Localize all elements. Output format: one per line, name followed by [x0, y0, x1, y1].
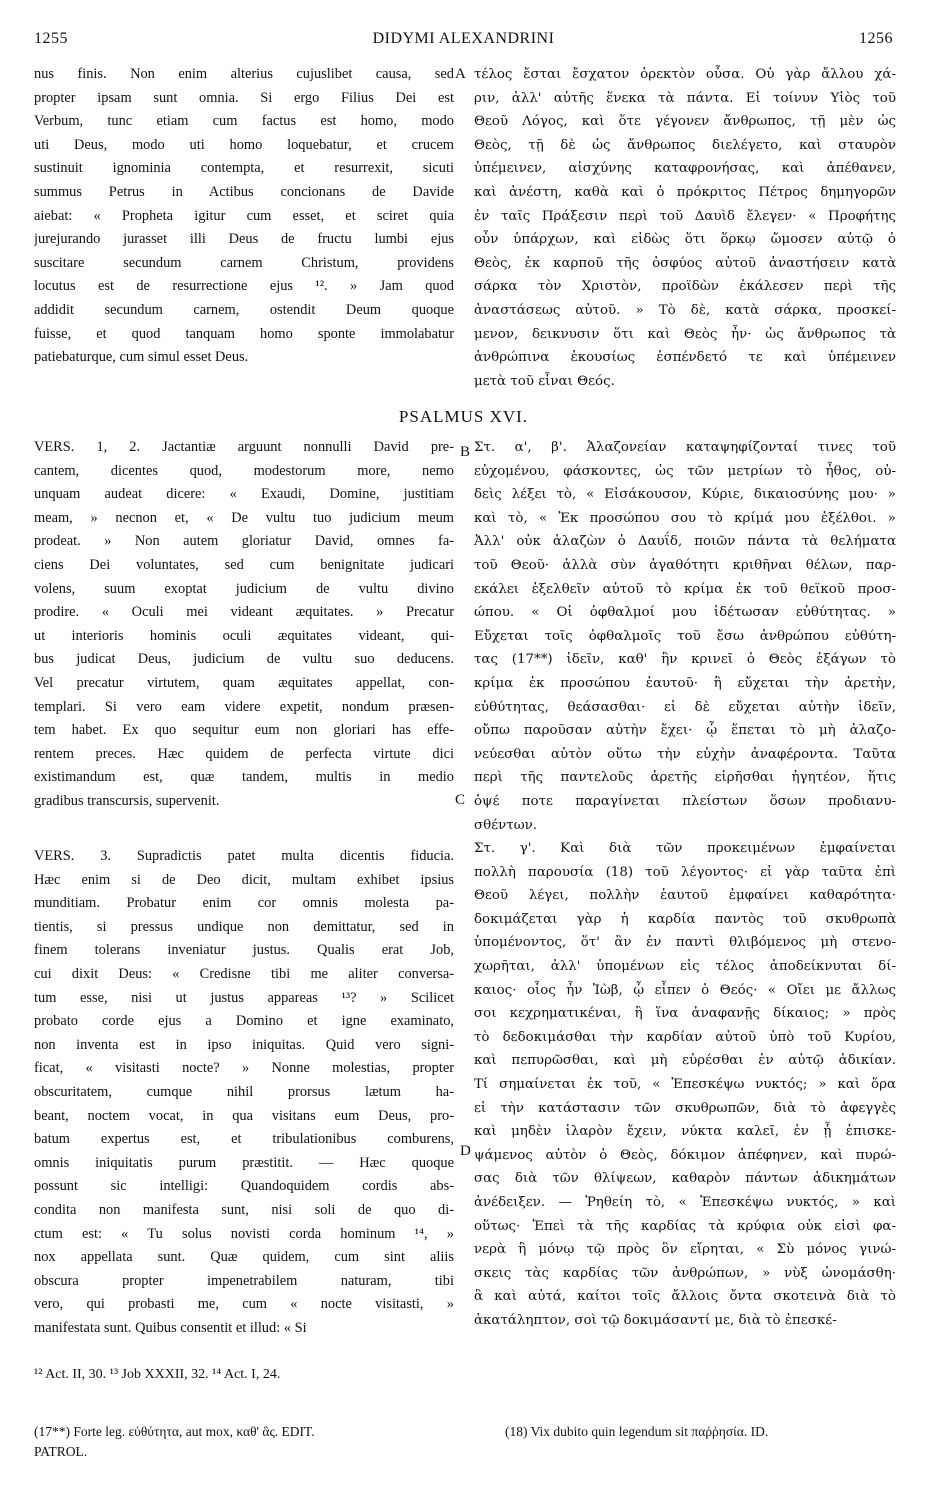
text-line: meam, » necnon et, « De vultu tuo judicium meum — [34, 509, 454, 526]
text-line: patiebaturque, cum simul esset Deus. — [34, 349, 249, 366]
text-line: munditiam. Probatur enim cor omnis molesta pa- — [34, 895, 454, 912]
latin-verse-3 — [34, 845, 454, 1340]
text-line: cui dixit Deus: « Credisne tibi me aliter conversa- — [34, 965, 454, 982]
text-line: ciens Dei voluntates, sed cum benignitate judicari — [34, 556, 454, 573]
text-line: cantem, dicentes quod, modestorum more, nemo — [34, 462, 454, 479]
text-line: σκεις τὰς καρδίας τῶν ἀνθρώπων, » νὺξ ὠνομάσθη· — [474, 1265, 896, 1281]
text-line: non inventa est in ipso iniquitas. Quid vero signi- — [34, 1036, 454, 1053]
greek-column-top — [474, 63, 896, 393]
text-line: καὶ μηδὲν ἱλαρὸν ἔχειν, νύκτα καλεῖ, ἐν ᾗ ἐπισκε- — [474, 1124, 896, 1140]
text-line: ἀναστάσεως αὐτοῦ. » Τὸ δὲ, κατὰ σάρκα, προσκεί- — [474, 302, 896, 318]
text-line: ἀνέδειξεν. — Ῥηθείη τὸ, « Ἐπεσκέψω νυκτός, » καὶ — [474, 1195, 896, 1210]
text-line: tem habet. Ex quo sequitur eum non gloriari has effe- — [34, 722, 454, 739]
text-line: ficat, « visitasti nocte? » Nonne molestias, propter — [34, 1060, 454, 1077]
text-line: summus Petrus in Actibus concionans de Davide — [34, 183, 454, 200]
text-line: Εὔχεται τοῖς ὀφθαλμοῖς τοῦ ἔσω ἀνθρώπου εὐθύτη- — [474, 628, 896, 644]
text-line: δεὶς λέξει τὸ, « Εἰσάκουσον, Κύριε, δικαιοσύνης μου· » — [474, 487, 896, 503]
text-line: Ἀλλ' οὐκ ἀλαζὼν ὁ Δαυΐδ, ποιῶν πάντα τὰ θελήματα — [474, 534, 896, 550]
text-line: bus judicat Deus, judicium de vultu suo deducens. — [34, 651, 454, 668]
text-line: probato corde ejus a Domino et igne examinato, — [34, 1013, 454, 1030]
text-line: Hæc enim si de Deo dicit, multam exhibet ipsius — [34, 871, 454, 888]
text-line: condita non manifesta sunt, nisi soli de quo di- — [34, 1201, 454, 1218]
text-line: μενον, δεικνυσιν ὅτι καὶ Θεὸς ἦν· ὡς ἄνθρωπος τὰ — [474, 326, 896, 342]
margin-marker-b: B — [460, 444, 471, 460]
text-line: σθέντων. — [474, 817, 538, 833]
text-line: ἀκατάληπτον, σοὶ τῷ δοκιμάσαντί με, διὰ τὸ ἐπεσκέ- — [474, 1312, 837, 1328]
text-line: ψάμενος αὐτὸν ὁ Θεὸς, δόκιμον ἀπέφηνεν, καὶ πυρώ- — [474, 1147, 896, 1163]
text-line: σας διὰ τῶν θλίψεων, καθαρὸν πάντων ἀδικημάτων — [474, 1171, 896, 1187]
section-title: PSALMUS XVI. — [398, 407, 529, 426]
text-line: omnis iniquitatis purum præstitit. — Hæc quoque — [34, 1154, 454, 1171]
text-line: χωρῆται, ἀλλ' ὑπομένων εἰς τέλος ἀποδείκνυται δί- — [474, 959, 896, 975]
text-line: locutus est de resurrectione ejus ¹². » Jam quod — [34, 278, 454, 295]
text-line: volens, suum exoptat judicium de vultu divino — [34, 580, 454, 597]
text-line: propter ipsam sunt omnia. Si ergo Filius Dei est — [34, 89, 454, 106]
text-line: fuisse, et quod tanquam homo sponte immolabatur — [34, 325, 454, 342]
text-line: prodeat. » Non autem gloriatur David, omnes fa- — [34, 533, 454, 550]
text-line: νερὰ ἢ μόνῳ τῷ πρὸς ὃν εἴρηται, « Σὺ μόνος γινώ- — [474, 1242, 896, 1258]
note-17 — [34, 1422, 315, 1462]
text-line: πολλὴ παρουσία (18) τοῦ λέγοντος· εἰ γὰρ ταῦτα ἐπὶ — [474, 864, 896, 880]
latin-verses-1-2 — [34, 436, 454, 814]
text-line: τὸ δεδοκιμάσθαι τὴν καρδίαν αὐτοῦ ὑπὸ τοῦ Κυρίου, — [474, 1029, 896, 1045]
text-line: ὀψέ ποτε παραγίνεται πλείστων ὅσων προδιανυ- — [474, 793, 896, 809]
text-line: ut interioris hominis oculi æquitates videant, qui- — [34, 627, 454, 644]
text-line: obscura propter impenetrabilem naturam, tibi — [34, 1272, 454, 1289]
text-line: οὔπω παροῦσαν αὐτὴν ἔχει· ᾧ ἕπεται τὸ μὴ ἀλαζο- — [474, 723, 896, 739]
text-line: εἰ τὴν κατάστασιν τῶν σκυθρωπῶν, διὰ τὸ ἀφεγγὲς — [474, 1100, 896, 1116]
left-page-number: 1255 — [34, 30, 68, 47]
text-line: οὖν ὑπάρχων, καὶ εἰδὼς ὅτι ὅρκῳ ὤμοσεν αὐτῷ ὁ — [474, 232, 896, 248]
margin-marker-d: D — [460, 1143, 471, 1159]
note-17-signature: PATROL. — [34, 1444, 88, 1459]
text-line: οὕτως· Ἐπεὶ τὰ τῆς καρδίας τὰ κρύφια οὐκ εἰσὶ φα- — [474, 1218, 896, 1234]
margin-marker-c: C — [455, 792, 466, 808]
text-line: τοῦ Θεοῦ· ἀλλὰ σὺν ἀγαθότητι κριθῆναι θέλων, παρ- — [474, 557, 896, 573]
text-line: Τί σημαίνεται ἐκ τοῦ, « Ἐπεσκέψω νυκτός; » καὶ ὅρα — [474, 1077, 896, 1093]
text-line: finem tolerans inveniatur justus. Qualis erat Job, — [34, 942, 454, 959]
text-line: ἃ καὶ αὐτά, καίτοι τοῖς ἄλλοις ὄντα σκοτεινὰ διὰ τὸ — [474, 1289, 896, 1305]
right-page-number: 1256 — [859, 30, 893, 47]
text-line: gradibus transcursis, supervenit. — [34, 792, 220, 809]
text-line: nus finis. Non enim alterius cujuslibet causa, sed — [34, 66, 454, 82]
text-line: existimandum est, quæ tandem, multis in medio — [34, 769, 454, 786]
text-line: καὶ πεπυρῶσθαι, καὶ μὴ εὑρέσθαι ἐν αὐτῷ ἀδικίαν. — [474, 1053, 896, 1069]
page-header — [34, 30, 893, 58]
text-line: tum esse, nisi ut justus appareas ¹³? » Scilicet — [34, 989, 454, 1006]
greek-commentary — [474, 436, 896, 1333]
text-line: possunt sic intelligi: Quandoquidem cordis abs- — [34, 1178, 454, 1195]
text-line: μετὰ τοῦ εἶναι Θεός. — [474, 373, 615, 389]
text-line: Στ. α', β'. Ἀλαζονείαν καταψηφίζονταί τινες τοῦ — [474, 440, 896, 455]
text-line: obscuritatem, cumque nihil prorsus lætum ha- — [34, 1083, 454, 1100]
text-line: vero, qui probasti me, cum « nocte visitasti, » — [34, 1296, 454, 1313]
text-line: templari. Si vero eam videre expetit, nondum præsen- — [34, 698, 454, 715]
text-line: jurejurando jurasset illi Deus de fructu lumbi ejus — [34, 231, 454, 248]
text-line: VERS. 1, 2. Jactantiæ arguunt nonnulli David pre- — [34, 439, 454, 455]
text-line: ώπου. « Οἱ ὀφθαλμοί μου ἰδέτωσαν εὐθύτητας. » — [474, 605, 896, 621]
text-line: περὶ τῆς παντελοῦς ἀρετῆς εἰρῆσθαι ἡγητέον, ἥτις — [474, 770, 896, 786]
text-line: suscitare secundum carnem Christum, providens — [34, 254, 454, 271]
text-line: ὑπομένοντος, ὅτ' ἂν ἐν παντὶ θλιβόμενος μὴ στενο- — [474, 935, 896, 951]
text-line: tientis, si pressus undique non demittatur, sed in — [34, 918, 454, 935]
text-line: ἐν ταῖς Πράξεσιν περὶ τοῦ Δαυὶδ ἔλεγεν· « Προφήτης — [474, 208, 896, 224]
text-line: unquam audeat dicere: « Exaudi, Domine, justitiam — [34, 486, 454, 503]
text-line: Verbum, tunc etiam cum factus est homo, modo — [34, 113, 454, 130]
text-line: Στ. γ'. Καὶ διὰ τῶν προκειμένων ἐμφαίνεται — [474, 841, 896, 857]
text-line: καὶ ἀνέστη, καθὰ καὶ ὁ πρόκριτος Πέτρος δημηγορῶν — [474, 184, 896, 200]
text-line: manifestata sunt. Quibus consentit et illud: « Si — [34, 1319, 307, 1336]
text-line: κρίμα ἐκ προσώπου ἑαυτοῦ· ἢ εὔχεται τὴν ἀρετὴν, — [474, 675, 896, 691]
text-line: uti Deus, modo uti homo loquebatur, et crucem — [34, 136, 454, 153]
footnote-references: ¹² Act. II, 30. ¹³ Job XXXII, 32. ¹⁴ Act. I, 24. — [34, 1367, 281, 1382]
text-line: δοκιμάζεται γὰρ ἡ καρδία παντὸς τοῦ σκυθρωπὰ — [474, 911, 896, 927]
margin-marker-a: A — [455, 66, 466, 82]
text-line: Θεὸς, ἐκ καρποῦ τῆς ὀσφύος αὐτοῦ ἀναστήσειν κατὰ — [474, 255, 896, 271]
text-line: batum expertus est, et tribulationibus comburens, — [34, 1131, 454, 1148]
text-line: aiebat: « Propheta igitur cum esset, et sciret quia — [34, 207, 454, 224]
text-line: ἀνθρώπινα ἑκουσίως ἐσπένδετό τε καὶ ὑπέμεινεν — [474, 350, 896, 366]
latin-column-top — [34, 63, 454, 370]
text-line: ριν, ἀλλ' αὐτῆς ἕνεκα τὰ πάντα. Εἰ τοίνυν Υἱὸς τοῦ — [474, 90, 896, 106]
text-line: sustinuit ignominia contempta, et resurrexit, sicuti — [34, 160, 454, 177]
text-line: Θεοῦ Λόγος, καὶ ὅτε γέγονεν ἄνθρωπος, τῇ μὲν ὡς — [474, 114, 896, 130]
text-line: Θεοῦ λέγει, πολλὴν ἑαυτοῦ ἐμφαίνει καθαρότητα· — [474, 888, 896, 904]
text-line: VERS. 3. Supradictis patet multa dicentis fiducia. — [34, 848, 454, 864]
text-line: εκάλει ἐξελθεῖν αὐτοῦ τὸ κρίμα ἐκ τοῦ θεϊκοῦ προσ- — [474, 581, 896, 597]
text-line: prodire. « Oculi mei videant æquitates. » Precatur — [34, 604, 454, 621]
text-line: σάρκα τὸν Χριστὸν, προϊδὼν ἐκάλεσεν περὶ τῆς — [474, 279, 896, 295]
text-line: ὑπέμεινεν, αἰσχύνης καταφρονήσας, καὶ ἀπέθανεν, — [474, 161, 896, 177]
note-18: (18) Vix dubito quin legendum sit παῤῥησία. ID. — [505, 1424, 769, 1439]
text-line: τας (17**) ἰδεῖν, καθ' ἣν κρινεῖ ὁ Θεὸς ἐξάγων τὸ — [474, 652, 896, 668]
text-line: ctum est: « Tu solus novisti corda hominum ¹⁴, » — [34, 1225, 454, 1242]
text-line: Θεὸς, τῇ δὲ ὡς ἄνθρωπος διελέγετο, καὶ σταυρὸν — [474, 137, 896, 153]
note-17-text: (17**) Forte leg. εὐθύτητα, aut mox, καθ' ἃς. EDIT. — [34, 1424, 315, 1439]
text-line: rentem preces. Hæc quidem de perfecta virtute dici — [34, 745, 454, 762]
text-line: σοι κεχρηματικέναι, ἢ ἵνα ἀναφανῇς δίκαιος; » πρὸς — [474, 1006, 896, 1022]
text-line: καὶ τὸ, « Ἐκ προσώπου σου τὸ κρίμά μου ἐξέλθοι. » — [474, 510, 896, 526]
text-line: Vel precatur virtutem, quam æquitates appellat, con- — [34, 674, 454, 691]
text-line: τέλος ἔσται ἔσχατον ὀρεκτὸν οὖσα. Οὐ γὰρ ἄλλου χά- — [474, 67, 896, 82]
text-line: νεύεσθαι αὐτὸν οὕτω τὴν εὐχὴν ἀναφέροντα. Ταῦτα — [474, 746, 896, 762]
running-title: DIDYMI ALEXANDRINI — [372, 30, 555, 47]
text-line: addidit secundum carnem, ostendit Deum quoque — [34, 301, 454, 318]
text-line: καιος· οἷος ἦν Ἰὼβ, ᾧ εἶπεν ὁ Θεός· « Οἴει με ἄλλως — [474, 982, 896, 998]
text-line: εὐθύτητας, θεάσασθαι· εἰ δὲ εὔχεται αὐτὴν ἰδεῖν, — [474, 699, 896, 715]
text-line: beant, noctem vocat, in qua visitans eum Deus, pro- — [34, 1107, 454, 1124]
text-line: nox appellata sunt. Quæ quidem, cum sint aliis — [34, 1249, 454, 1266]
text-line: εὐχομένου, φάσκοντες, ὡς τῶν μετρίων τὸ ἦθος, οὐ- — [474, 463, 896, 479]
